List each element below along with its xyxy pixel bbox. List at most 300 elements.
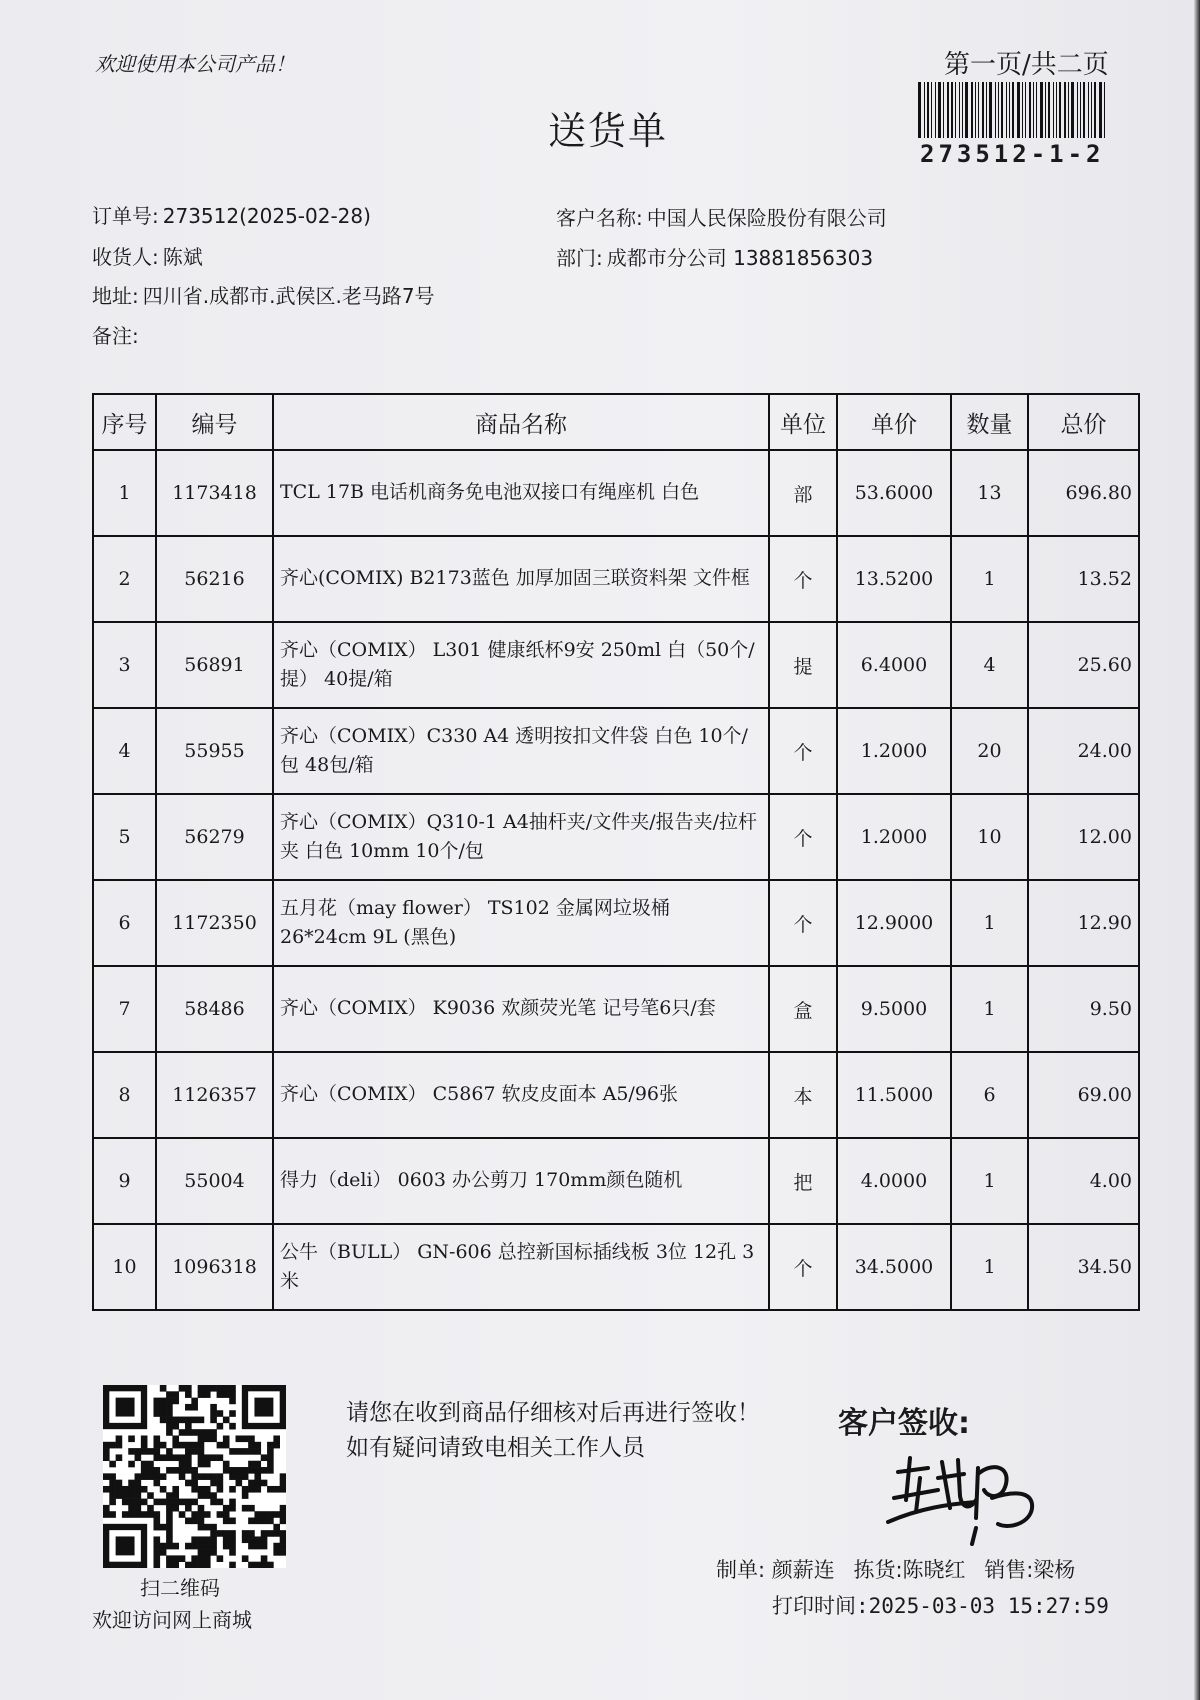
- qr-module: [160, 1442, 167, 1449]
- qr-module: [166, 1410, 173, 1417]
- qr-module: [185, 1385, 192, 1392]
- cell-unit: 个: [769, 880, 837, 966]
- qr-module: [248, 1505, 255, 1512]
- qr-module: [185, 1518, 192, 1525]
- qr-module: [217, 1480, 224, 1487]
- qr-module: [217, 1511, 224, 1518]
- cell-price: 1.2000: [837, 708, 951, 794]
- qr-module: [248, 1448, 255, 1455]
- maker-value: 制单: 颜薪连: [716, 1558, 835, 1582]
- goods-table: [92, 393, 1140, 1311]
- qr-module: [153, 1562, 160, 1568]
- qr-module: [135, 1492, 142, 1499]
- qr-module: [109, 1473, 116, 1480]
- qr-module: [254, 1536, 261, 1543]
- table-row: [93, 622, 1139, 708]
- qr-module: [147, 1492, 154, 1499]
- qr-module: [116, 1492, 123, 1499]
- qr-module: [166, 1417, 173, 1424]
- qr-module: [223, 1536, 230, 1543]
- qr-module: [147, 1461, 154, 1468]
- qr-module: [109, 1499, 116, 1506]
- barcode-bar: [989, 82, 992, 138]
- cell-qty: 1: [951, 1138, 1028, 1224]
- remark-field: [92, 320, 143, 349]
- barcode-bar: [938, 82, 941, 138]
- qr-module: [242, 1492, 249, 1499]
- cell-code: 56279: [156, 794, 273, 880]
- qr-module: [267, 1461, 274, 1468]
- qr-module: [198, 1536, 205, 1543]
- qr-module: [153, 1480, 160, 1487]
- qr-module: [223, 1385, 230, 1392]
- qr-module: [229, 1562, 236, 1568]
- qr-module: [217, 1442, 224, 1449]
- order-number-field: [92, 200, 371, 229]
- qr-module: [141, 1442, 148, 1449]
- qr-module: [273, 1543, 280, 1550]
- qr-module: [210, 1536, 217, 1543]
- qr-module: [109, 1492, 116, 1499]
- cell-name: 齐心（COMIX）C330 A4 透明按扣文件袋 白色 10个/包 48包/箱: [273, 708, 769, 794]
- qr-module: [217, 1423, 224, 1430]
- cell-unit: 本: [769, 1052, 837, 1138]
- qr-module: [179, 1442, 186, 1449]
- staff-line: [716, 1554, 1087, 1584]
- qr-module: [135, 1454, 142, 1461]
- qr-module: [172, 1555, 179, 1562]
- cell-no: 4: [93, 708, 156, 794]
- table-row: [93, 450, 1139, 536]
- qr-module: [191, 1536, 198, 1543]
- barcode-bar: [1040, 82, 1043, 138]
- qr-module: [191, 1473, 198, 1480]
- cell-name: 齐心（COMIX）Q310-1 A4抽杆夹/文件夹/报告夹/拉杆夹 白色 10mm 10个/包: [273, 794, 769, 880]
- barcode-bar: [971, 82, 973, 138]
- cell-total: 34.50: [1028, 1224, 1139, 1310]
- qr-module: [191, 1543, 198, 1550]
- qr-module: [267, 1530, 274, 1537]
- qr-module: [185, 1467, 192, 1474]
- table-row: [93, 880, 1139, 966]
- qr-module: [248, 1435, 255, 1442]
- qr-module: [153, 1448, 160, 1455]
- qr-module: [172, 1435, 179, 1442]
- qr-module: [229, 1499, 236, 1506]
- qr-module: [229, 1410, 236, 1417]
- qr-module: [172, 1442, 179, 1449]
- qr-module: [280, 1473, 286, 1480]
- qr-module: [191, 1562, 198, 1568]
- qr-module: [217, 1454, 224, 1461]
- qr-module: [166, 1454, 173, 1461]
- qr-module: [254, 1467, 261, 1474]
- cell-name: 五月花（may flower） TS102 金属网垃圾桶 26*24cm 9L (黑色): [273, 880, 769, 966]
- qr-module: [166, 1492, 173, 1499]
- qr-module: [153, 1555, 160, 1562]
- qr-module: [229, 1467, 236, 1474]
- qr-module: [229, 1536, 236, 1543]
- qr-module: [254, 1518, 261, 1525]
- qr-module: [141, 1448, 148, 1455]
- cell-code: 55004: [156, 1138, 273, 1224]
- receiver-label: 收货人:: [92, 245, 159, 269]
- qr-module: [179, 1473, 186, 1480]
- qr-module: [153, 1398, 160, 1405]
- qr-module: [242, 1473, 249, 1480]
- order-number-value: 273512(2025-02-28): [162, 204, 371, 228]
- qr-module: [229, 1549, 236, 1556]
- cell-no: 7: [93, 966, 156, 1052]
- qr-module: [166, 1505, 173, 1512]
- qr-module: [198, 1429, 205, 1436]
- qr-module: [191, 1555, 198, 1562]
- barcode-icon: [918, 82, 1130, 138]
- cell-total: 24.00: [1028, 708, 1139, 794]
- qr-module: [166, 1518, 173, 1525]
- qr-module: [141, 1473, 148, 1480]
- barcode-bar: [1077, 82, 1078, 138]
- qr-module: [116, 1486, 123, 1493]
- qr-module: [172, 1417, 179, 1424]
- qr-module: [179, 1467, 186, 1474]
- qr-module: [185, 1543, 192, 1550]
- address-label: 地址:: [92, 284, 139, 308]
- table-row: [93, 708, 1139, 794]
- qr-module: [172, 1467, 179, 1474]
- qr-module: [254, 1448, 261, 1455]
- cell-code: 1126357: [156, 1052, 273, 1138]
- receiver-field: [92, 241, 203, 270]
- qr-module: [210, 1543, 217, 1550]
- cell-unit: 提: [769, 622, 837, 708]
- table-row: [93, 1052, 1139, 1138]
- qr-caption-shop: 欢迎访问网上商城: [92, 1608, 252, 1632]
- qr-module: [160, 1454, 167, 1461]
- cell-qty: 1: [951, 966, 1028, 1052]
- qr-module: [248, 1536, 255, 1543]
- qr-code-graphic: [103, 1385, 286, 1568]
- barcode-bar: [986, 82, 987, 138]
- qr-module: [261, 1518, 268, 1525]
- qr-module: [204, 1391, 211, 1398]
- qr-module: [153, 1473, 160, 1480]
- cell-name: 得力（deli） 0603 办公剪刀 170mm颜色随机: [273, 1138, 769, 1224]
- barcode-bar: [965, 82, 968, 138]
- qr-module: [185, 1429, 192, 1436]
- qr-module: [267, 1448, 274, 1455]
- column-header-code: 编号: [156, 394, 273, 450]
- qr-module: [166, 1543, 173, 1550]
- cell-price: 13.5200: [837, 536, 951, 622]
- cell-price: 9.5000: [837, 966, 951, 1052]
- qr-module: [103, 1511, 110, 1518]
- qr-module: [248, 1530, 255, 1537]
- barcode-bar: [1012, 82, 1014, 138]
- cell-no: 8: [93, 1052, 156, 1138]
- qr-module: [236, 1467, 243, 1474]
- qr-module: [172, 1398, 179, 1405]
- column-header-total: 总价: [1028, 394, 1139, 450]
- barcode-bar: [975, 82, 976, 138]
- cell-total: 696.80: [1028, 450, 1139, 536]
- qr-module: [248, 1461, 255, 1468]
- qr-module: [254, 1461, 261, 1468]
- qr-module: [109, 1480, 116, 1487]
- cell-no: 3: [93, 622, 156, 708]
- barcode-bar: [1094, 82, 1096, 138]
- qr-module: [198, 1486, 205, 1493]
- qr-module: [210, 1480, 217, 1487]
- cell-price: 34.5000: [837, 1224, 951, 1310]
- qr-module: [273, 1435, 280, 1442]
- barcode-bar: [1080, 82, 1081, 138]
- qr-module: [229, 1385, 236, 1392]
- qr-module: [191, 1442, 198, 1449]
- qr-module: [280, 1530, 286, 1537]
- qr-module: [103, 1448, 110, 1455]
- address-field: [92, 280, 435, 309]
- qr-module: [204, 1511, 211, 1518]
- qr-module: [160, 1404, 167, 1411]
- qr-module: [261, 1480, 268, 1487]
- table-row: [93, 536, 1139, 622]
- qr-module: [204, 1555, 211, 1562]
- qr-caption-scan: 扫二维码: [140, 1576, 220, 1600]
- cell-unit: 盒: [769, 966, 837, 1052]
- qr-module: [204, 1473, 211, 1480]
- qr-module: [141, 1486, 148, 1493]
- qr-module: [254, 1486, 261, 1493]
- cell-no: 6: [93, 880, 156, 966]
- sales-value: 销售:梁杨: [984, 1558, 1076, 1582]
- qr-module: [103, 1454, 110, 1461]
- barcode-bar: [962, 82, 963, 138]
- cell-no: 2: [93, 536, 156, 622]
- qr-module: [217, 1385, 224, 1392]
- qr-module: [204, 1536, 211, 1543]
- qr-module: [273, 1511, 280, 1518]
- qr-module: [223, 1530, 230, 1537]
- qr-module: [210, 1473, 217, 1480]
- cell-name: 齐心(COMIX) B2173蓝色 加厚加固三联资料架 文件框: [273, 536, 769, 622]
- qr-module: [261, 1536, 268, 1543]
- receiver-value: 陈斌: [162, 245, 203, 269]
- print-time: 打印时间:2025-03-03 15:27:59: [772, 1594, 1109, 1618]
- qr-module: [267, 1562, 274, 1568]
- cell-total: 4.00: [1028, 1138, 1139, 1224]
- qr-module: [147, 1473, 154, 1480]
- qr-module: [166, 1499, 173, 1506]
- qr-code-icon[interactable]: [103, 1385, 286, 1568]
- qr-module: [198, 1505, 205, 1512]
- qr-module: [179, 1461, 186, 1468]
- qr-module: [223, 1511, 230, 1518]
- qr-module: [248, 1518, 255, 1525]
- qr-module: [236, 1435, 243, 1442]
- page-number: 第一页/共二页: [944, 50, 1109, 80]
- qr-module: [160, 1473, 167, 1480]
- cell-code: 1173418: [156, 450, 273, 536]
- qr-module: [160, 1417, 167, 1424]
- qr-module: [229, 1518, 236, 1525]
- qr-module: [160, 1524, 167, 1531]
- qr-module: [128, 1448, 135, 1455]
- qr-module: [198, 1448, 205, 1455]
- qr-module: [160, 1499, 167, 1506]
- qr-module: [210, 1499, 217, 1506]
- qr-module: [179, 1499, 186, 1506]
- qr-module: [128, 1505, 135, 1512]
- qr-module: [248, 1543, 255, 1550]
- qr-module: [204, 1454, 211, 1461]
- qr-module: [191, 1480, 198, 1487]
- barcode-bar: [1083, 82, 1085, 138]
- barcode-bar: [943, 82, 944, 138]
- qr-module: [128, 1499, 135, 1506]
- qr-module: [273, 1486, 280, 1493]
- cell-unit: 个: [769, 794, 837, 880]
- qr-module: [191, 1518, 198, 1525]
- barcode-bar: [1029, 82, 1031, 138]
- qr-module: [267, 1467, 274, 1474]
- qr-module: [185, 1417, 192, 1424]
- qr-finder-core: [254, 1398, 273, 1417]
- table-row: [93, 794, 1139, 880]
- qr-module: [273, 1442, 280, 1449]
- order-number-label: 订单号:: [92, 204, 159, 228]
- picker-value: 拣货:陈晓红: [853, 1558, 966, 1582]
- qr-module: [185, 1562, 192, 1568]
- qr-module: [204, 1486, 211, 1493]
- barcode-bar: [1045, 82, 1046, 138]
- qr-module: [109, 1461, 116, 1468]
- customer-field: [556, 202, 887, 231]
- table-header-row: [93, 394, 1139, 450]
- qr-module: [147, 1511, 154, 1518]
- qr-module: [210, 1429, 217, 1436]
- qr-module: [160, 1486, 167, 1493]
- receipt-notice: 请您在收到商品仔细核对后再进行签收！如有疑问请致电相关工作人员: [346, 1400, 760, 1461]
- qr-module: [128, 1461, 135, 1468]
- qr-module: [153, 1543, 160, 1550]
- cell-unit: 个: [769, 708, 837, 794]
- qr-module: [204, 1549, 211, 1556]
- qr-module: [273, 1530, 280, 1537]
- qr-module: [166, 1555, 173, 1562]
- barcode-bar: [1017, 82, 1020, 138]
- qr-module: [191, 1467, 198, 1474]
- qr-module: [242, 1536, 249, 1543]
- qr-module: [280, 1518, 286, 1525]
- cell-qty: 13: [951, 450, 1028, 536]
- qr-module: [122, 1492, 129, 1499]
- qr-module: [166, 1398, 173, 1405]
- qr-module: [254, 1511, 261, 1518]
- qr-module: [204, 1562, 211, 1568]
- qr-module: [242, 1467, 249, 1474]
- qr-module: [280, 1486, 286, 1493]
- qr-module: [185, 1442, 192, 1449]
- qr-module: [223, 1518, 230, 1525]
- table-row: [93, 1138, 1139, 1224]
- qr-module: [166, 1448, 173, 1455]
- qr-module: [160, 1543, 167, 1550]
- qr-module: [267, 1518, 274, 1525]
- remark-label: 备注:: [92, 324, 139, 348]
- column-header-no: 序号: [93, 394, 156, 450]
- qr-module: [198, 1543, 205, 1550]
- qr-module: [210, 1417, 217, 1424]
- qr-module: [248, 1467, 255, 1474]
- barcode-bar: [959, 82, 960, 138]
- qr-module: [273, 1524, 280, 1531]
- qr-module: [166, 1467, 173, 1474]
- qr-module: [141, 1435, 148, 1442]
- qr-finder-core: [116, 1536, 135, 1555]
- qr-module: [172, 1543, 179, 1550]
- qr-module: [103, 1505, 110, 1512]
- cell-name: 齐心（COMIX） C5867 软皮皮面本 A5/96张: [273, 1052, 769, 1138]
- qr-module: [191, 1429, 198, 1436]
- cell-no: 10: [93, 1224, 156, 1310]
- qr-module: [267, 1454, 274, 1461]
- qr-module: [280, 1505, 286, 1512]
- barcode-number: 273512-1-2: [920, 140, 1105, 168]
- barcode-bar: [1006, 82, 1007, 138]
- column-header-price: 单价: [837, 394, 951, 450]
- qr-module: [229, 1505, 236, 1512]
- qr-module: [185, 1505, 192, 1512]
- qr-module: [172, 1492, 179, 1499]
- qr-module: [261, 1467, 268, 1474]
- barcode-bar: [935, 82, 936, 138]
- qr-module: [172, 1423, 179, 1430]
- cell-qty: 1: [951, 536, 1028, 622]
- qr-module: [254, 1442, 261, 1449]
- qr-module: [191, 1486, 198, 1493]
- customer-label: 客户名称:: [556, 206, 643, 230]
- qr-module: [254, 1473, 261, 1480]
- barcode-bar: [918, 82, 921, 138]
- qr-module: [147, 1505, 154, 1512]
- customer-value: 中国人民保险股份有限公司: [646, 206, 887, 230]
- qr-module: [210, 1549, 217, 1556]
- barcode-bar: [998, 82, 999, 138]
- department-label: 部门:: [556, 246, 603, 270]
- cell-total: 9.50: [1028, 966, 1139, 1052]
- qr-module: [217, 1410, 224, 1417]
- qr-module: [135, 1448, 142, 1455]
- column-header-name: 商品名称: [273, 394, 769, 450]
- qr-module: [210, 1385, 217, 1392]
- qr-module: [236, 1480, 243, 1487]
- qr-module: [135, 1511, 142, 1518]
- qr-module: [248, 1480, 255, 1487]
- qr-module: [280, 1511, 286, 1518]
- welcome-message: 欢迎使用本公司产品！: [95, 52, 295, 76]
- qr-module: [116, 1442, 123, 1449]
- qr-module: [210, 1530, 217, 1537]
- barcode-bar: [1001, 82, 1003, 138]
- qr-module: [172, 1562, 179, 1568]
- qr-module: [210, 1435, 217, 1442]
- paper-edge-shadow: [1194, 0, 1200, 1700]
- cell-price: 11.5000: [837, 1052, 951, 1138]
- qr-module: [185, 1423, 192, 1430]
- qr-module: [210, 1492, 217, 1499]
- qr-module: [223, 1442, 230, 1449]
